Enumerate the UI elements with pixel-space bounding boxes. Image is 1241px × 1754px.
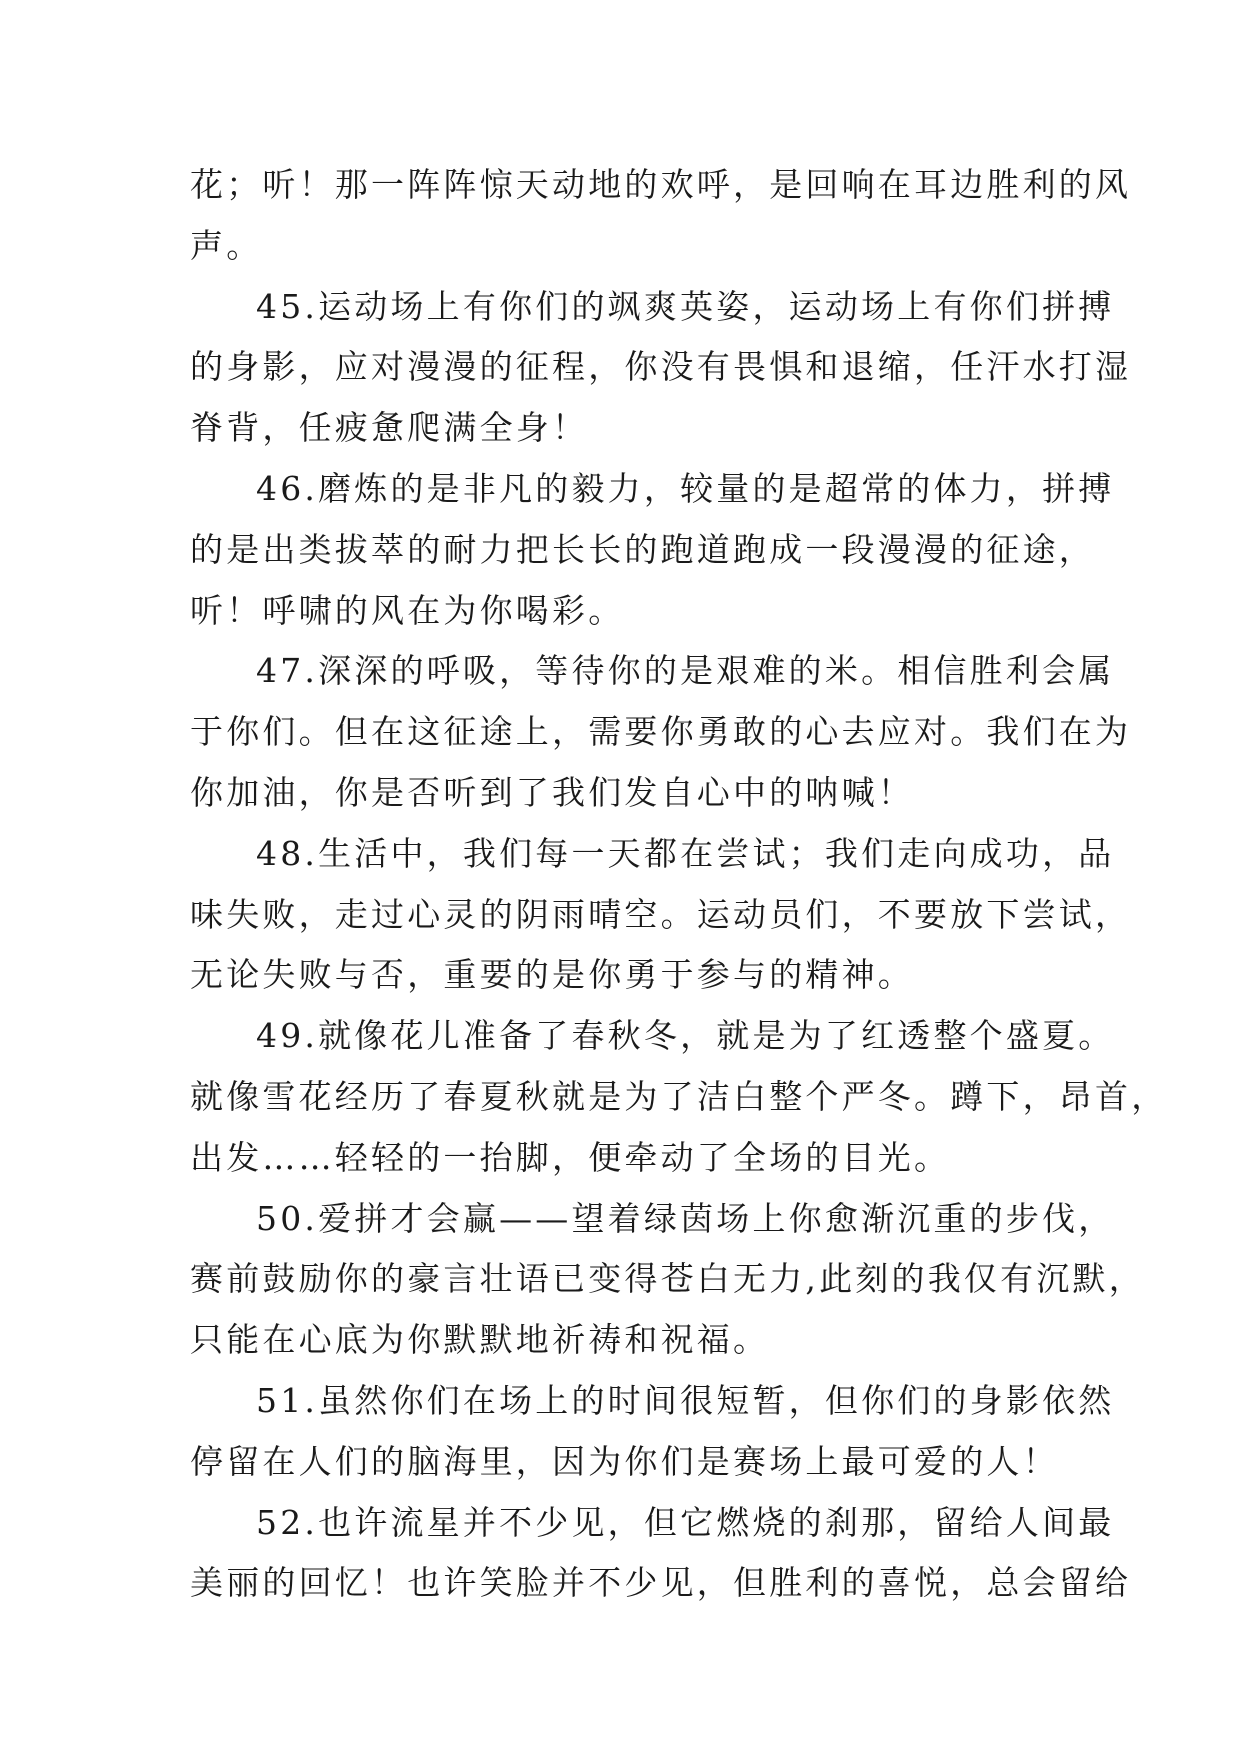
paragraph-line: 停留在人们的脑海里，因为你们是赛场上最可爱的人！ (190, 1441, 1059, 1481)
paragraph-first-line: 48.生活中，我们每一天都在尝试；我们走向成功，品 (256, 833, 1115, 873)
paragraph-first-line: 52.也许流星并不少见，但它燃烧的刹那，留给人间最 (256, 1502, 1115, 1542)
paragraph-line: 无论失败与否，重要的是你勇于参与的精神。 (190, 955, 914, 995)
paragraph-line: 赛前鼓励你的豪言壮语已变得苍白无力,此刻的我仅有沉默， (190, 1259, 1145, 1299)
paragraph-first-line: 51.虽然你们在场上的时间很短暂，但你们的身影依然 (256, 1380, 1115, 1420)
paragraph-line: 美丽的回忆！也许笑脸并不少见，但胜利的喜悦，总会留给 (190, 1563, 1132, 1603)
paragraph-line: 出发……轻轻的一抬脚，便牵动了全场的目光。 (190, 1137, 951, 1177)
paragraph-line: 味失败，走过心灵的阴雨晴空。运动员们，不要放下尝试， (190, 894, 1132, 934)
paragraph-line: 就像雪花经历了春夏秋就是为了洁白整个严冬。蹲下，昂首， (190, 1076, 1168, 1116)
paragraph-first-line: 47.深深的呼吸，等待你的是艰难的米。相信胜利会属 (256, 651, 1115, 691)
paragraph-line: 你加油，你是否听到了我们发自心中的呐喊！ (190, 772, 914, 812)
paragraph-line: 听！呼啸的风在为你喝彩。 (190, 590, 625, 630)
paragraph-line: 的是出类拔萃的耐力把长长的跑道跑成一段漫漫的征途， (190, 529, 1095, 569)
paragraph-first-line: 49.就像花儿准备了春秋冬，就是为了红透整个盛夏。 (256, 1016, 1115, 1056)
paragraph-line: 只能在心底为你默默地祈祷和祝福。 (190, 1320, 770, 1360)
paragraph-first-line: 46.磨炼的是非凡的毅力，较量的是超常的体力，拼搏 (256, 468, 1115, 508)
paragraph-line: 声。 (190, 225, 263, 265)
paragraph-line: 脊背，任疲惫爬满全身！ (190, 408, 589, 448)
document-body (190, 155, 1168, 1614)
paragraph-first-line: 50.爱拼才会赢——望着绿茵场上你愈渐沉重的步伐， (256, 1198, 1115, 1238)
paragraph-line: 于你们。但在这征途上，需要你勇敢的心去应对。我们在为 (190, 712, 1132, 752)
paragraph-line: 的身影，应对漫漫的征程，你没有畏惧和退缩，任汗水打湿 (190, 347, 1132, 387)
paragraph-line: 花；听！那一阵阵惊天动地的欢呼，是回响在耳边胜利的风 (190, 165, 1132, 204)
paragraph-first-line: 45.运动场上有你们的飒爽英姿，运动场上有你们拼搏 (256, 286, 1115, 326)
